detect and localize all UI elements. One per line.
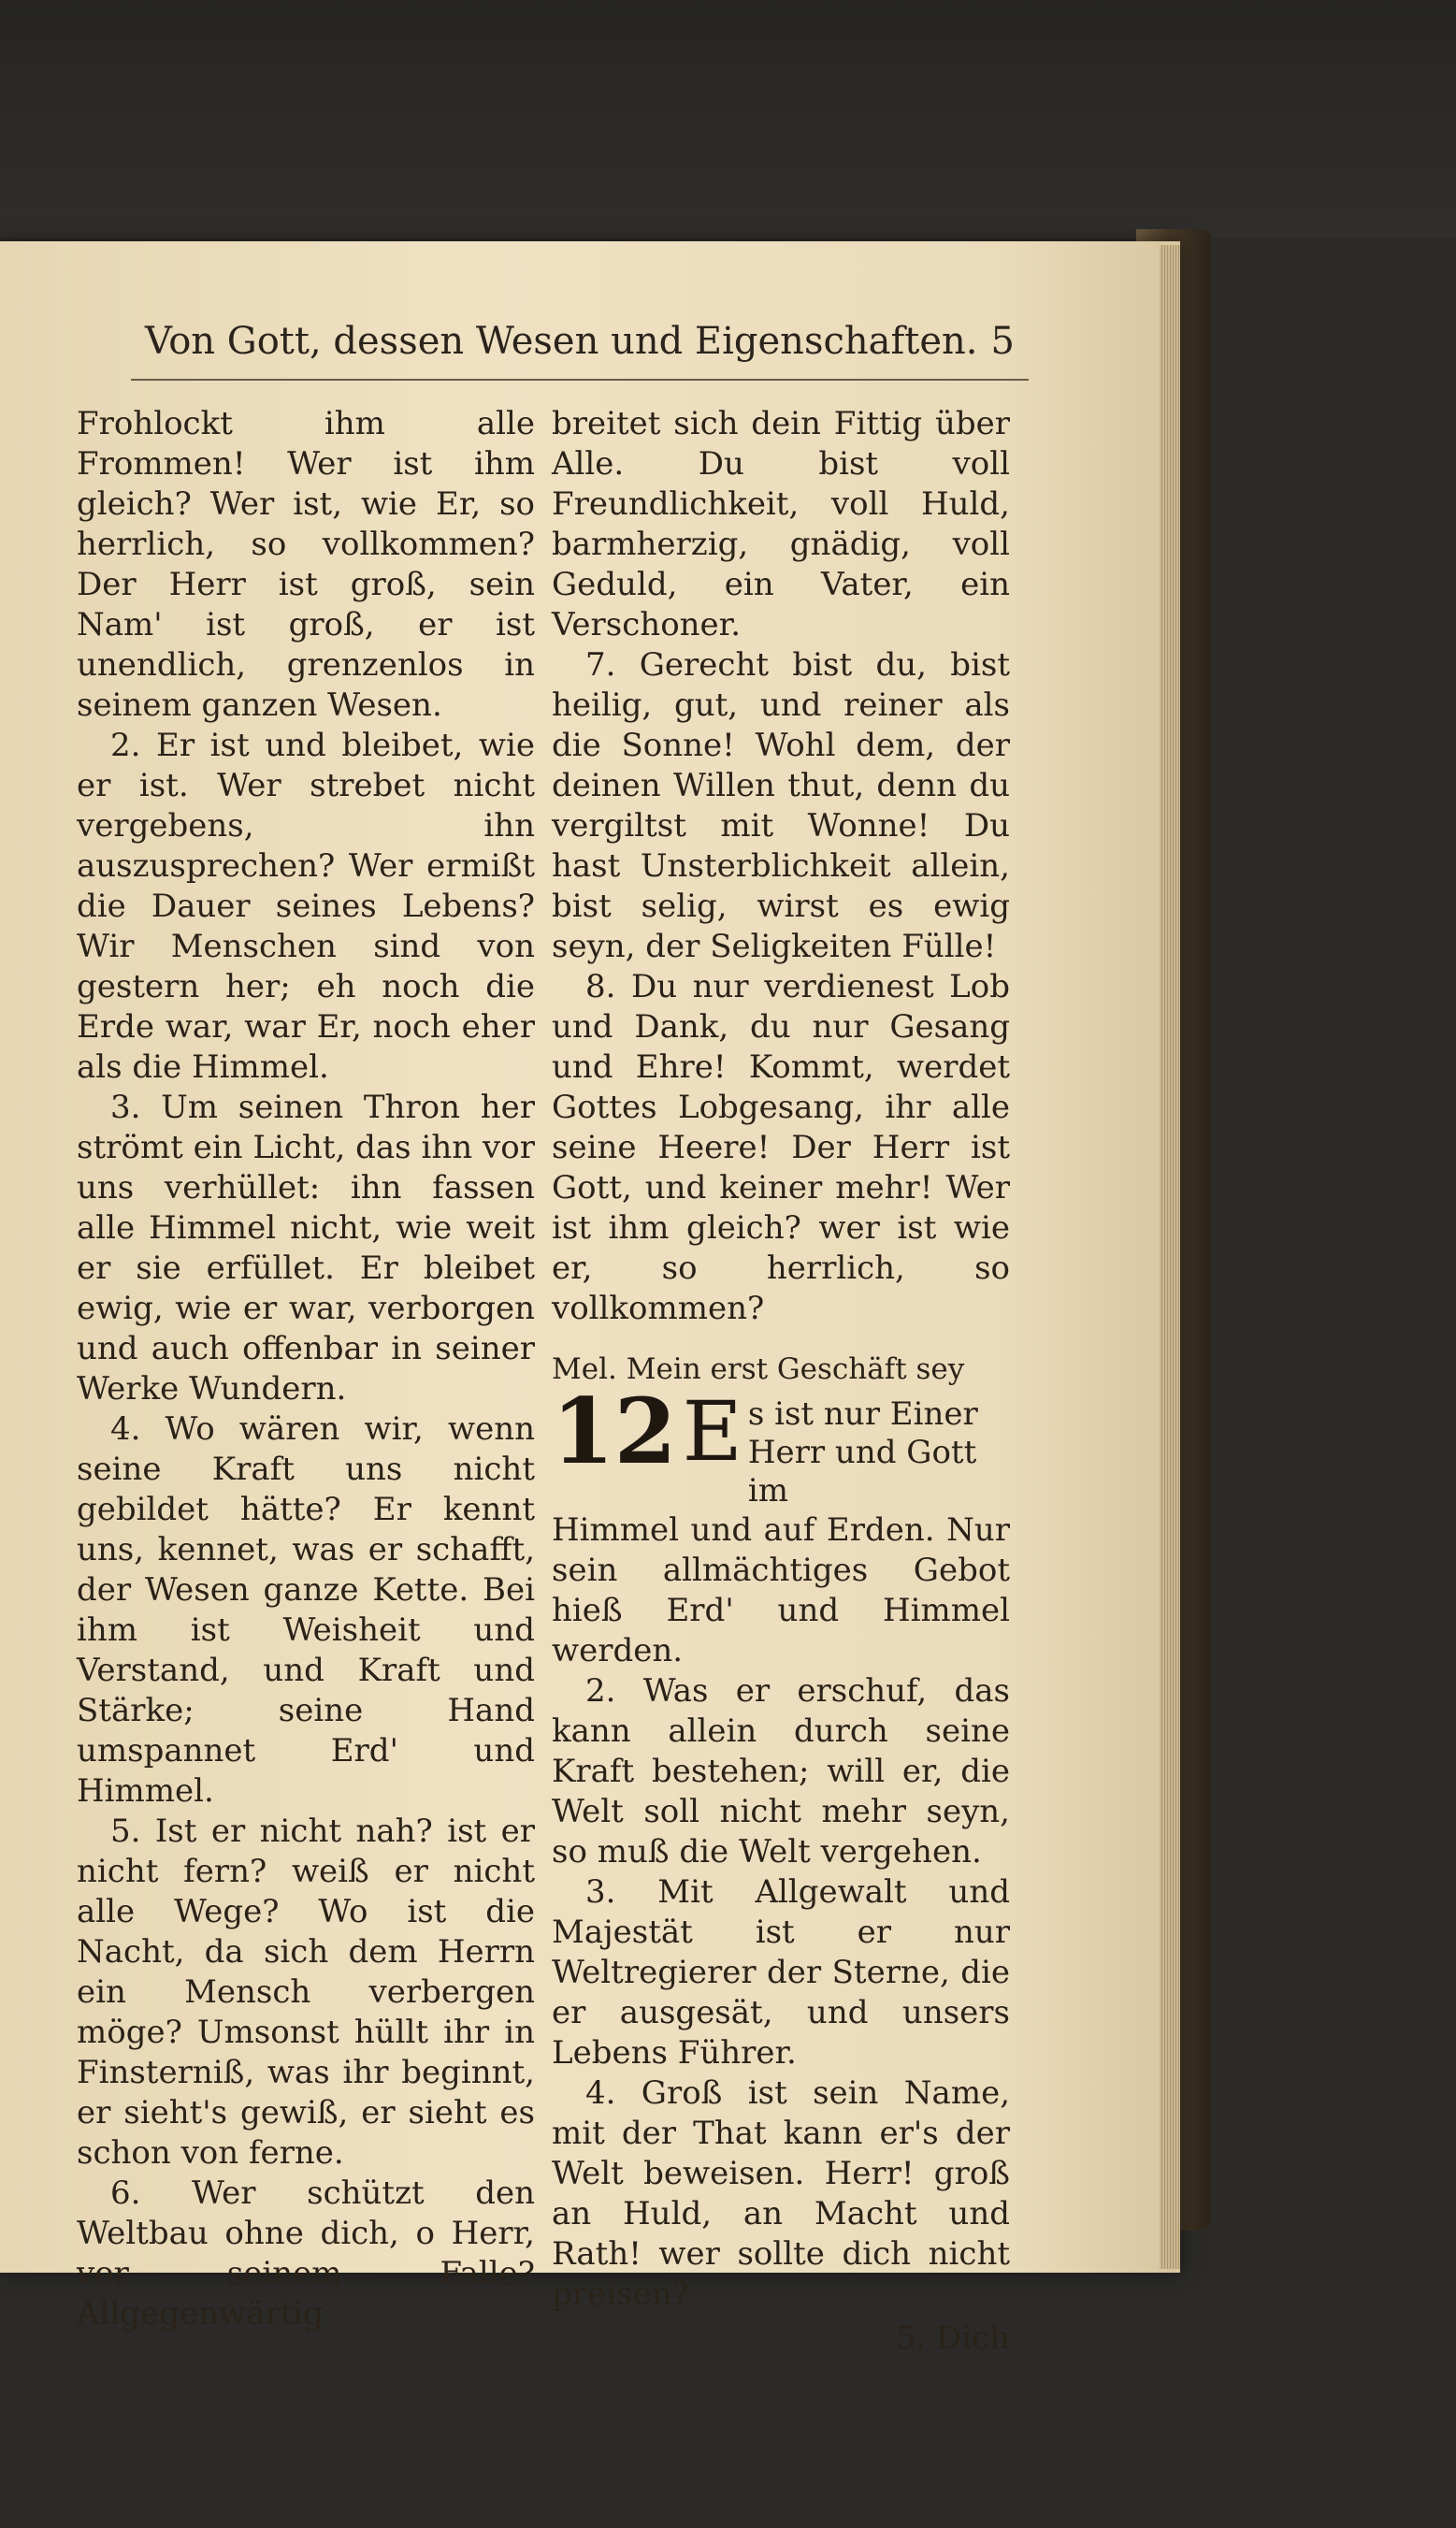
dark-backdrop: [0, 0, 1456, 238]
verse-paragraph: 4. Groß ist sein Name, mit der That kann er's der Welt beweisen. Herr! groß an Huld, an Macht und Rath! wer sollte dich nicht preisen?: [552, 2074, 1010, 2313]
verse-paragraph: 6. Wer schützt den Weltbau ohne dich, o Herr, vor seinem Falle? Allgegenwärtig: [77, 2174, 535, 2333]
verse-paragraph: 4. Wo wären wir, wenn seine Kraft uns nicht gebildet hätte? Er kennt uns, kennet, was er schafft, der Wesen ganze Kette. Bei ihm ist Weisheit und Verstand, und Kraft und Stärke; seine Hand umspannet Erd' und Himmel.: [77, 1410, 535, 1810]
verse-paragraph: 5. Ist er nicht nah? ist er nicht fern? weiß er nicht alle Wege? Wo ist die Nacht, da sich dem Herrn ein Mensch verbergen möge? Umsonst hüllt ihr in Finsterniß, was ihr beginnt, er sieht's gewiß, er sieht es schon von ferne.: [77, 1813, 535, 2172]
running-header: [145, 313, 1015, 369]
hymn-first-line: s ist nur Einer Herr und Gott im: [747, 1395, 978, 1510]
verse-paragraph: 3. Um seinen Thron her strömt ein Licht, das ihn vor uns verhüllet: ihn fassen alle Himmel nicht, wie weit er sie erfüllet. Er bleibet ewig, wie er war, verborgen und auch offenbar in seiner Werke Wundern.: [77, 1089, 535, 1408]
drop-cap: E: [682, 1383, 742, 1480]
catchword: 5. Dich: [895, 2319, 1010, 2357]
hymn-start: [552, 1379, 1010, 1510]
page-edges: [1160, 245, 1180, 2269]
verse-paragraph: 2. Was er erschuf, das kann allein durch seine Kraft bestehen; will er, die Welt soll nicht mehr seyn, so muß die Welt vergehen.: [552, 1672, 1010, 1871]
melody-line: Mel. Mein erst Geschäft sey: [552, 1352, 965, 1386]
hymn-number: 12: [552, 1379, 677, 1484]
verse-paragraph: 8. Du nur verdienest Lob und Dank, du nur Gesang und Ehre! Kommt, werdet Gottes Lobgesang, ihr alle seine Heere! Der Herr ist Gott, und keiner mehr! Wer ist ihm gleich? wer ist wie er, so herrlich, so vollkommen?: [552, 968, 1010, 1327]
verse-paragraph: Himmel und auf Erden. Nur sein allmächtiges Gebot hieß Erd' und Himmel werden.: [552, 1511, 1010, 1669]
header-rule: [131, 379, 1029, 381]
verse-paragraph: 3. Mit Allgewalt und Majestät ist er nur Weltregierer der Sterne, die er ausgesät, und unsers Lebens Führer.: [552, 1873, 1010, 2072]
header-title: Von Gott, dessen Wesen und Eigenschaften.: [145, 320, 978, 363]
left-column: [77, 404, 535, 2334]
verse-paragraph: breitet sich dein Fittig über Alle. Du bist voll Freundlichkeit, voll Huld, barmherzig, gnädig, voll Geduld, ein Vater, ein Verschoner.: [552, 405, 1010, 643]
verse-paragraph: Frohlockt ihm alle Frommen! Wer ist ihm gleich? Wer ist, wie Er, so herrlich, so vollkommen? Der Herr ist groß, sein Nam' ist groß, er ist unendlich, grenzenlos in seinem ganzen Wesen.: [77, 405, 535, 724]
right-column: [552, 404, 1010, 2359]
verse-paragraph: 2. Er ist und bleibet, wie er ist. Wer strebet nicht vergebens, ihn auszusprechen? Wer ermißt die Dauer seines Lebens? Wir Menschen sind von gestern her; eh noch die Erde war, war Er, noch eher als die Himmel.: [77, 727, 535, 1086]
page-number: 5: [990, 320, 1015, 363]
verse-paragraph: 7. Gerecht bist du, bist heilig, gut, und reiner als die Sonne! Wohl dem, der deinen Willen thut, denn du vergiltst mit Wonne! Du hast Unsterblichkeit allein, bist selig, wirst es ewig seyn, der Seligkeiten Fülle!: [552, 646, 1010, 965]
